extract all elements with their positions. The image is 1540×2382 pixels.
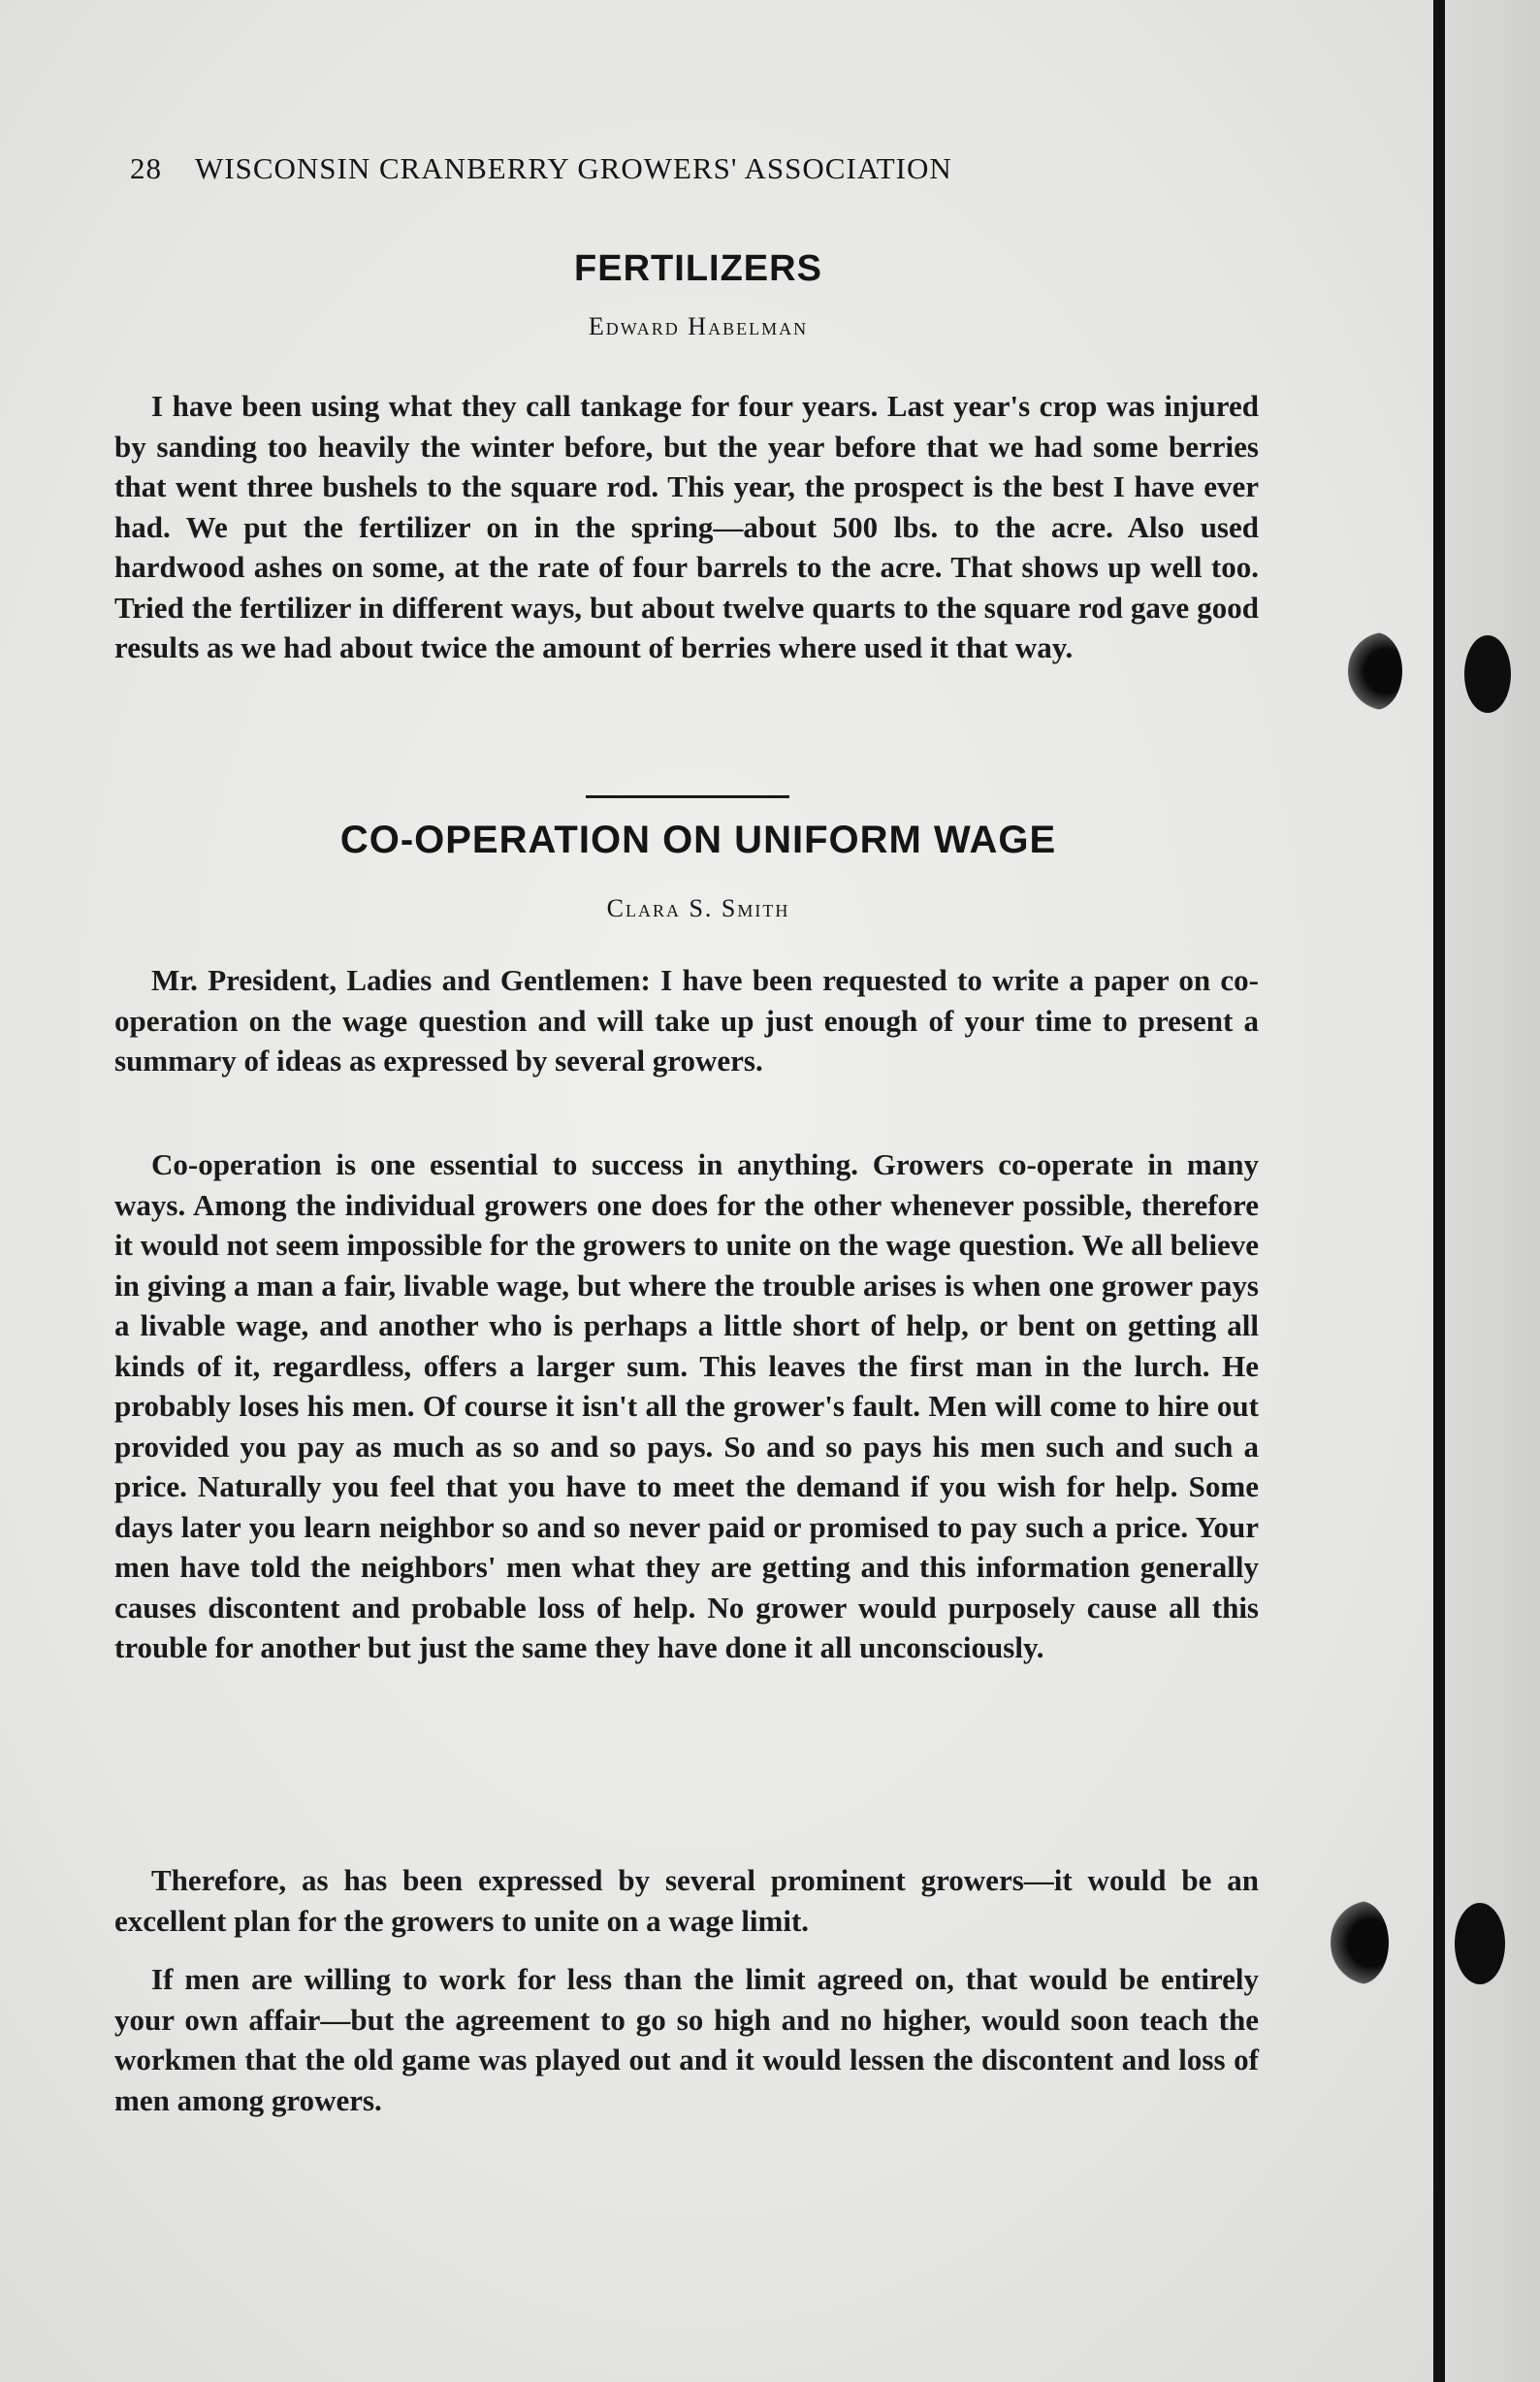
punch-hole	[1464, 635, 1511, 713]
punch-hole-shadow	[1331, 1901, 1389, 1984]
running-header	[130, 151, 1177, 186]
paragraph: Co-operation is one essential to success in anything. Growers co-operate in many ways. Among the individual growers one does for the other whenever possible, therefore it would not seem impossible for the growers to unite on the wage question. We all believe in giving a man a fair, livable wage, but where the trouble arises is when one grower pays a livable wage, and another who is perhaps a little short of help, or bent on getting all kinds of it, regardless, offers a larger sum. This leaves the first man in the lurch. He probably loses his men. Of course it isn't all the grower's fault. Men will come to hire out provided you pay as much as so and so pays. So and so pays his men such and such a price. Naturally you feel that you have to meet the demand if you wish for help. Some days later you learn neighbor so and so never paid or promised to pay such a price. Your men have told the neighbors' men what they are getting and this information generally causes discontent and probable loss of help. No grower would purposely cause all this trouble for another but just the same they have done it all unconsciously.	[114, 1147, 1259, 1664]
binding-edge	[1433, 0, 1445, 2382]
paragraph: If men are willing to work for less than the limit agreed on, that would be entirely your own affair—but the agreement to go so high and no higher, would soon teach the workmen that the old game was played out and it would lessen the discontent and loss of men among growers.	[114, 1962, 1259, 2117]
paragraph: Mr. President, Ladies and Gentlemen: I have been requested to write a paper on co-operation on the wage question and will take up just enough of your time to present a summary of ideas as expressed by several growers.	[114, 963, 1259, 1078]
punch-hole	[1455, 1903, 1505, 1984]
paragraph: I have been using what they call tankage for four years. Last year's crop was injured by sanding too heavily the winter before, but the year before that we had some berries that went three bushels to the square rod. This year, the prospect is the best I have ever had. We put the fertilizer on in the spring—about 500 lbs. to the acre. Also used hardwood ashes on some, at the rate of four barrels to the acre. That shows up well too. Tried the fertilizer in different ways, but about twelve quarts to the square rod gave good results as we had about twice the amount of berries where used it that way.	[114, 389, 1259, 664]
section-author-smith: Clara S. Smith	[606, 894, 790, 922]
section-divider	[586, 795, 789, 798]
section-title-cooperation: CO-OPERATION ON UNIFORM WAGE	[339, 819, 1057, 861]
paragraph: Therefore, as has been expressed by several prominent growers—it would be an excellent plan for the growers to unite on a wage limit.	[114, 1863, 1259, 1938]
page-number: 28	[130, 151, 162, 185]
section-title-fertilizers: FERTILIZERS	[574, 248, 822, 289]
section-author-habelman: Edward Habelman	[588, 312, 809, 340]
running-title: WISCONSIN CRANBERRY GROWERS' ASSOCIATION	[195, 151, 952, 185]
page-margin-shadow	[1433, 0, 1540, 2382]
punch-hole-shadow	[1348, 632, 1402, 710]
